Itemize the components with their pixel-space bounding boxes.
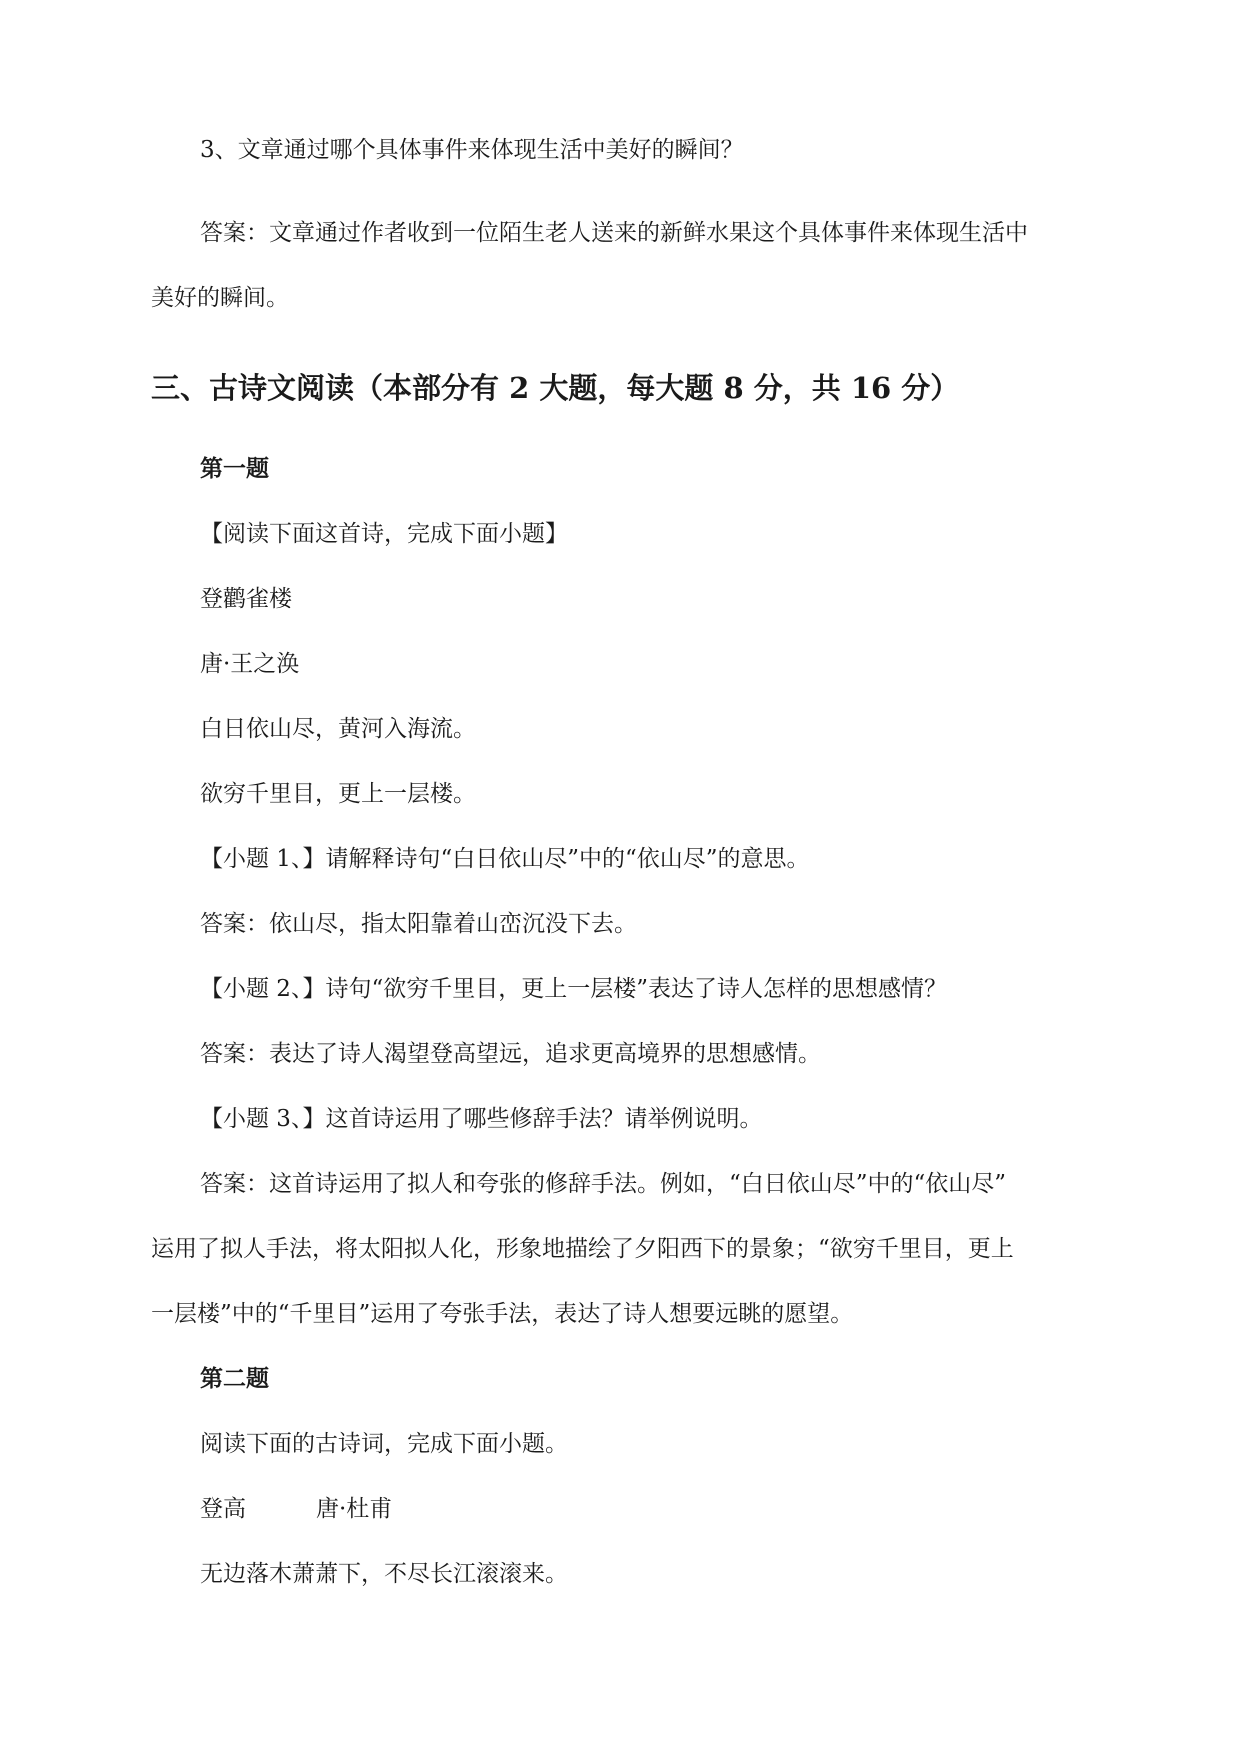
- section-heading: 三、古诗文阅读（本部分有 2 大题，每大题 8 分，共 16 分）: [151, 371, 960, 405]
- subanswer-3-line-3: 一层楼”中的“千里目”运用了夸张手法，表达了诗人想要远眺的愿望。: [151, 1301, 854, 1327]
- answer-3-line-2: 美好的瞬间。: [151, 285, 289, 311]
- subanswer-3-line-2: 运用了拟人手法，将太阳拟人化，形象地描绘了夕阳西下的景象；“欲穷千里目，更上: [151, 1236, 1014, 1262]
- subanswer-3-line-1: 答案：这首诗运用了拟人和夸张的修辞手法。例如，“白日依山尽”中的“依山尽”: [200, 1171, 1007, 1197]
- subquestion-2: 【小题 2、】诗句“欲穷千里目，更上一层楼”表达了诗人怎样的思想感情？: [200, 976, 947, 1002]
- subanswer-2: 答案：表达了诗人渴望登高望远，追求更高境界的思想感情。: [200, 1041, 821, 1067]
- subquestion-1: 【小题 1、】请解释诗句“白日依山尽”中的“依山尽”的意思。: [200, 846, 810, 872]
- poem-2-title: 登高: [200, 1496, 246, 1522]
- part-2-instruction: 阅读下面的古诗词，完成下面小题。: [200, 1431, 568, 1457]
- part-2-label: 第二题: [200, 1365, 269, 1392]
- poem-2-heading: [200, 1494, 392, 1524]
- subquestion-3: 【小题 3、】这首诗运用了哪些修辞手法？请举例说明。: [200, 1106, 763, 1132]
- poem-2-line-1: 无边落木萧萧下，不尽长江滚滚来。: [200, 1561, 568, 1587]
- poem-1-author: 唐·王之涣: [200, 651, 300, 677]
- subanswer-1: 答案：依山尽，指太阳靠着山峦沉没下去。: [200, 911, 637, 937]
- poem-1-title: 登鹳雀楼: [200, 586, 292, 612]
- poem-2-author: 唐·杜甫: [316, 1496, 393, 1522]
- part-1-label: 第一题: [200, 455, 269, 482]
- answer-3-line-1: 答案：文章通过作者收到一位陌生老人送来的新鲜水果这个具体事件来体现生活中: [200, 220, 1028, 246]
- poem-1-line-1: 白日依山尽，黄河入海流。: [200, 716, 476, 742]
- part-1-instruction: 【阅读下面这首诗，完成下面小题】: [200, 521, 568, 547]
- poem-1-line-2: 欲穷千里目，更上一层楼。: [200, 781, 476, 807]
- question-3: 3、文章通过哪个具体事件来体现生活中美好的瞬间？: [200, 137, 744, 163]
